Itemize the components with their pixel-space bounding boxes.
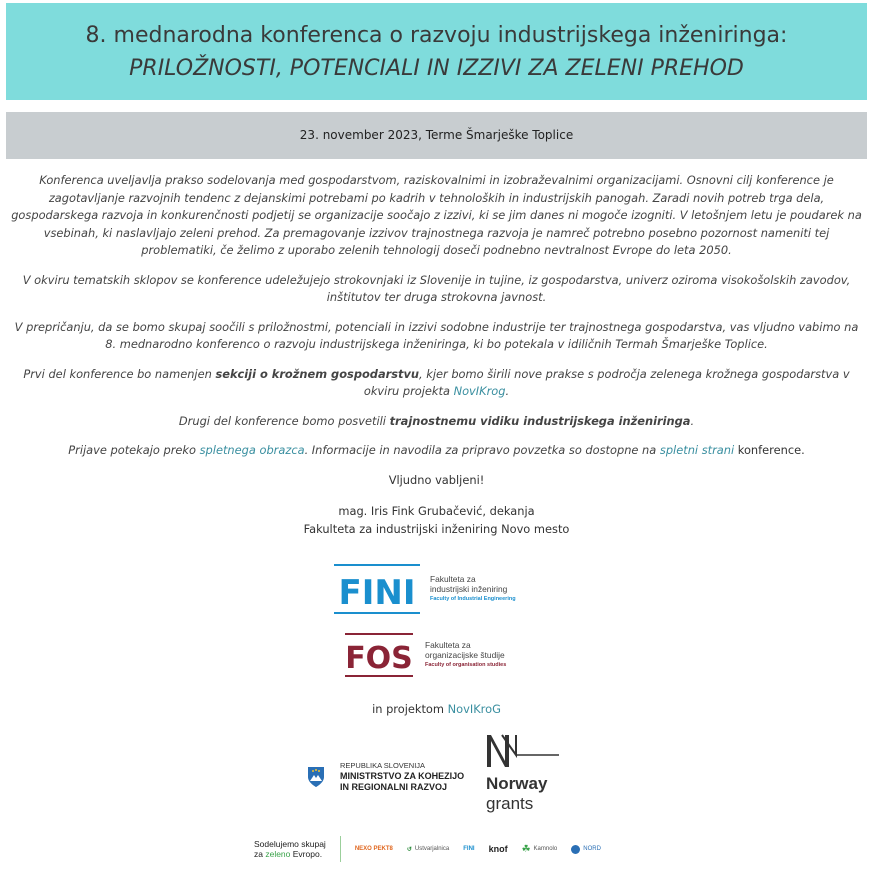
tagline-prefix: za — [254, 849, 266, 859]
ministry-logo — [306, 760, 464, 793]
footer-divider — [340, 836, 341, 862]
partner-2-name: Ustvarjalnica — [414, 846, 450, 852]
partner-logo-5 — [522, 844, 558, 855]
website-link[interactable]: spletni strani — [659, 443, 735, 457]
text: . — [690, 413, 695, 428]
partner-logo-3 — [463, 846, 474, 852]
paragraph-second-part — [8, 413, 865, 431]
partner-logo-6 — [571, 845, 601, 854]
fos-mark-text: FOS — [345, 641, 413, 676]
paragraph-intro: Konferenca uveljavlja prakso sodelovanja med gospodarstvom, raziskovalnimi in izobraževalnimi organizacijami. Osnovni cilj konference je zagotavljanje razvojnih tendenc z dejanskimi potrebami po kadrih v tehnoloških in industrijskih panogah. Zaradi novih potreb trga dela, gospodarskega razvoja in konkurenčnosti podjetij se organizacije soočajo z izzivi, ki se jim danes ni mogoče izogniti. V letošnjem letu je poudarek na vsebinah, ki naslavljajo zeleni prehod. Za premagovanje izzivov trajnostnega razvoja je namreč potrebno posebno pozornost nameniti tej problematiki, če želimo z uporabo zelenih tehnologij doseči podnebno nevtralnost Evrope do leta 2050. — [11, 173, 862, 257]
norway-grants-logo — [486, 733, 566, 814]
footer-tagline — [254, 839, 326, 859]
ministry-line2: MINISTRSTVO ZA KOHEZIJO — [340, 771, 465, 781]
plant-icon: ☘ — [521, 843, 531, 855]
fini-text — [430, 574, 516, 604]
sustainability-section: trajnostnemu vidiku industrijskega inženiringa — [389, 413, 691, 428]
fini-line3: Faculty of Industrial Engineering — [430, 596, 516, 602]
text: . Informacije in navodila za pripravo povzetka so dostopne na — [304, 443, 660, 457]
fos-text — [425, 640, 506, 670]
leaf-icon: ↺ — [406, 846, 412, 853]
invitation-body — [8, 172, 865, 538]
partner-logo-4 — [489, 844, 508, 854]
registration-form-link[interactable]: spletnega obrazca — [199, 443, 305, 457]
conference-banner — [6, 3, 867, 100]
norway-line1: Norway — [486, 774, 548, 793]
fini-mark-text: FINI — [338, 573, 416, 613]
novikrog-link[interactable]: NovIKrog — [453, 384, 506, 398]
fos-logo — [345, 632, 506, 678]
partner-5-name: Kamnolo — [533, 846, 558, 852]
partner-6-name: NORD — [583, 846, 601, 852]
text: Prijave potekajo preko — [68, 443, 200, 457]
circular-economy-section: sekciji o krožnem gospodarstvu — [215, 366, 420, 381]
tagline-green: zeleno — [265, 849, 291, 859]
partners-footer — [254, 836, 601, 862]
partner-4-name: knof — [488, 844, 508, 854]
conference-title: 8. mednarodna konferenca o razvoju industrijskega inženiringa: — [85, 23, 788, 48]
fini-mark-icon — [334, 562, 420, 616]
norway-line2: grants — [486, 794, 534, 813]
date-location-band — [6, 112, 867, 159]
fini-logo — [334, 562, 516, 616]
paragraph-participants: V okviru tematskih sklopov se konference udeležujejo strokovnjaki iz Slovenije in tujine, iz gospodarstva, univerz oziroma visokošolskih zavodov, inštitutov ter druga strokovna javnost. — [22, 272, 851, 304]
text: . — [505, 384, 510, 398]
greeting: Vljudno vabljeni! — [388, 472, 485, 487]
date-location: 23. november 2023, Terme Šmarješke Toplice — [299, 128, 574, 142]
norway-grants-mark-icon — [486, 733, 562, 773]
paragraph-first-part — [8, 366, 865, 401]
fini-line1: Fakulteta za — [430, 574, 476, 584]
fos-line2: organizacijske študije — [425, 650, 505, 660]
project-link[interactable]: NovIKroG — [447, 702, 501, 716]
fos-line1: Fakulteta za — [425, 640, 471, 650]
fos-mark-icon — [345, 632, 413, 678]
text: , kjer bomo širili nove prakse s področja zelenega krožnega gospodarstva v okviru projekta — [363, 366, 850, 398]
signer: mag. Iris Fink Grubačević, dekanja — [338, 504, 535, 518]
partner-logo-1 — [355, 846, 393, 852]
fini-line2: industrijski inženiring — [430, 584, 508, 594]
text: Prvi del konference bo namenjen — [23, 366, 216, 381]
text: Drugi del konference bomo posvetili — [178, 413, 390, 428]
text: konference. — [734, 443, 805, 457]
ministry-line1: REPUBLIKA SLOVENIJA — [340, 761, 426, 770]
tagline-line2 — [254, 849, 326, 859]
paragraph-registration — [8, 442, 865, 460]
ministry-line3: IN REGIONALNI RAZVOJ — [340, 782, 448, 792]
partner-logo-2 — [407, 846, 449, 853]
institution: Fakulteta za industrijski inženiring Novo mesto — [303, 521, 570, 536]
project-prefix: in projektom — [372, 702, 448, 716]
paragraph-invitation: V prepričanju, da se bomo skupaj soočili s priložnostmi, potenciali in izzivi sodobne industrije ter trajnostnega gospodarstva, vas vljudno vabimo na 8. mednarodno konferenco o razvoju industrijskega inženiringa, ki bo potekala v idiličnih Termah Šmarješke Toplice. — [14, 319, 859, 351]
fos-line3: Faculty of organisation studies — [425, 662, 507, 668]
conference-subtitle: PRILOŽNOSTI, POTENCIALI IN IZZIVI ZA ZELENI PREHOD — [129, 56, 744, 81]
project-line — [0, 702, 873, 716]
ministry-text — [340, 760, 464, 793]
slovenia-coat-of-arms-icon — [306, 765, 326, 789]
partner-3-name: FINI — [463, 846, 475, 852]
partner-1-name: NEXO PEKT8 — [354, 846, 393, 852]
tagline-line1: Sodelujemo skupaj — [254, 839, 326, 849]
tagline-suffix: Evropo. — [290, 849, 323, 859]
circle-icon — [571, 845, 580, 854]
